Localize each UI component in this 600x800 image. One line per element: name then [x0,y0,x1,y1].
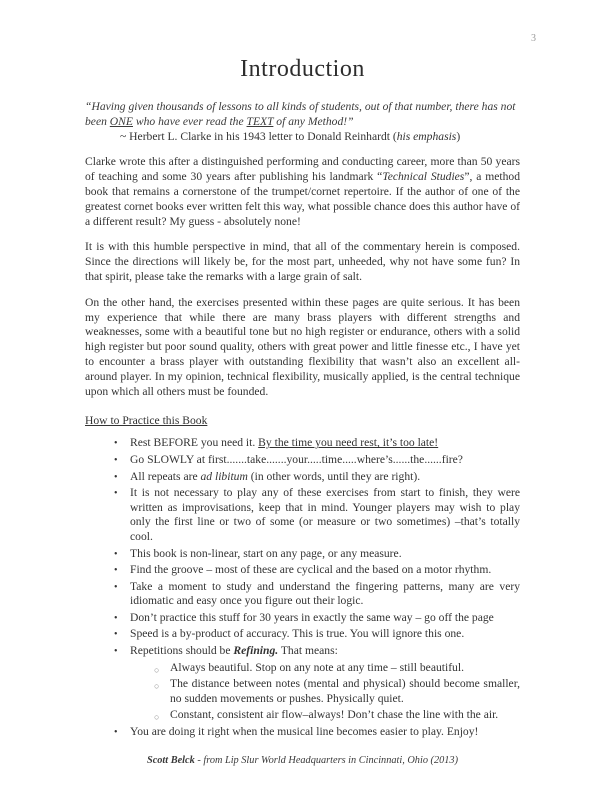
bullet-text: Find the groove – most of these are cyclical and the based on a motor rhythm. [130,563,492,577]
list-item [85,611,520,626]
paragraph-segment: Clarke wrote this after a distinguished performing and conducting career, more than 50 years of teaching and some 30 years after publishing his landmark “ [85,155,520,184]
paragraph-humble-perspective: It is with this humble perspective in mind, that all of the commentary herein is composed. Since the directions will likely be, for the most part, unheeded, why not have some fun? In that spirit, please take the remarks with a large grain of salt. [85,240,520,283]
bullet-text: This book is non-linear, start on any page, or any measure. [130,546,402,560]
list-item [85,644,520,723]
page-title: Introduction [240,56,365,82]
bullet-icon: • [114,454,118,466]
quote-underlined-word: ONE [109,114,133,128]
list-item [85,725,520,740]
sub-bullet-text: Constant, consistent air flow–always! Don’t chase the line with the air. [170,708,499,722]
sub-bullet-text: Always beautiful. Stop on any note at any time – still beautiful. [170,660,464,674]
author-credit [85,755,520,766]
sub-bullet-icon: ○ [154,712,160,723]
list-item [85,453,520,468]
sub-bullet-icon: ○ [154,681,160,692]
attribution-text: ) [456,129,461,143]
bullet-icon: • [114,612,118,624]
refining-sub-list [130,661,520,723]
attribution-text: ~ Herbert L. Clarke in his 1943 letter to Donald Reinhardt ( [120,129,397,143]
bullet-text: That means: [278,644,338,658]
bullet-text: You are doing it right when the musical line becomes easier to play. Enjoy! [130,725,479,739]
quote-underlined-word: TEXT [246,114,274,128]
bullet-text: (in other words, until they are right). [247,469,421,483]
bullet-text: Don’t practice this stuff for 30 years in exactly the same way – go off the page [130,610,494,624]
section-heading-how-to-practice: How to Practice this Book [85,414,208,428]
bullet-text: Go SLOWLY at first.......take.......your.....time.....where’s......the......fire? [130,452,463,466]
bullet-icon: • [114,438,118,450]
epigraph-quote [85,100,520,130]
credit-text: - from Lip Slur World Headquarters in Cincinnati, Ohio (2013) [194,754,458,766]
list-item [85,627,520,642]
sub-bullet-text: The distance between notes (mental and physical) should become smaller, no sudden movements or pushes. Physically quiet. [170,677,520,705]
list-item [85,470,520,485]
list-item [85,486,520,544]
book-title-italic: Technical Studies [382,170,465,184]
sub-list-item [130,661,520,676]
sub-list-item [130,708,520,723]
list-item [85,547,520,562]
bullet-icon: • [114,548,118,560]
bullet-text: Rest BEFORE you need it. [130,436,259,450]
bullet-icon: • [114,629,118,641]
bullet-text: Speed is a by-product of accuracy. This is true. You will ignore this one. [130,627,465,641]
quote-attribution [85,130,520,145]
quote-segment: “Having given thousands of lessons to all kinds of students, out of that number, there has not been [85,100,516,128]
quote-segment: who have ever read the [132,114,247,128]
sub-bullet-icon: ○ [154,664,160,675]
list-item [85,436,520,451]
paragraph-serious-exercises: On the other hand, the exercises presented within these pages are quite serious. It has been my experience that while there are many brass players with different strengths and weaknesses, some with a beautiful tone but no high register or endurance, others with a solid high register but poor sound quality, others with great power and little finesse etc., I have yet to encounter a brass player with outstanding flexibility that wasn’t also an excellent all-around player. In my opinion, technical flexibility, musically applied, is the central technique upon which all others must be founded. [85,295,520,398]
page-number: 3 [531,33,536,44]
bullet-icon: • [114,488,118,500]
list-item [85,563,520,578]
bullet-text-italic: ad libitum [200,469,248,483]
sub-list-item [130,677,520,706]
bullet-text: It is not necessary to play any of these exercises from start to finish, they were written as improvisations, keep that in mind. Younger players may wish to play only the first line or two of some (or measure or two sometimes) –that’s totally cool. [130,486,520,543]
author-name: Scott Belck [146,754,195,766]
bullet-icon: • [114,565,118,577]
paragraph-segment: ”, a method book that remains a cornerstone of the trumpet/cornet repertoire. If the author of one of the greatest cornet books ever written felt this way, what possible chance does this author have of a different result? My guess - absolutely none! [85,170,520,228]
list-item [85,580,520,609]
quote-segment: of any Method!” [273,114,354,128]
bullet-icon: • [114,471,118,483]
bullet-icon: • [114,646,118,658]
bullet-text: Take a moment to study and understand the fingering patterns, many are very idiomatic and easy once you figure out their logic. [130,579,520,608]
bullet-text-underlined: By the time you need rest, it’s too late! [258,436,439,450]
bullet-icon: • [114,727,118,739]
bullet-text: All repeats are [130,469,201,483]
attribution-emphasis: his emphasis [396,129,457,143]
bullet-text: Repetitions should be [130,644,234,658]
paragraph-clarke [85,155,520,229]
bullet-text-bold-italic: Refining. [233,644,279,658]
practice-bullet-list [85,436,520,739]
bullet-icon: • [114,581,118,593]
